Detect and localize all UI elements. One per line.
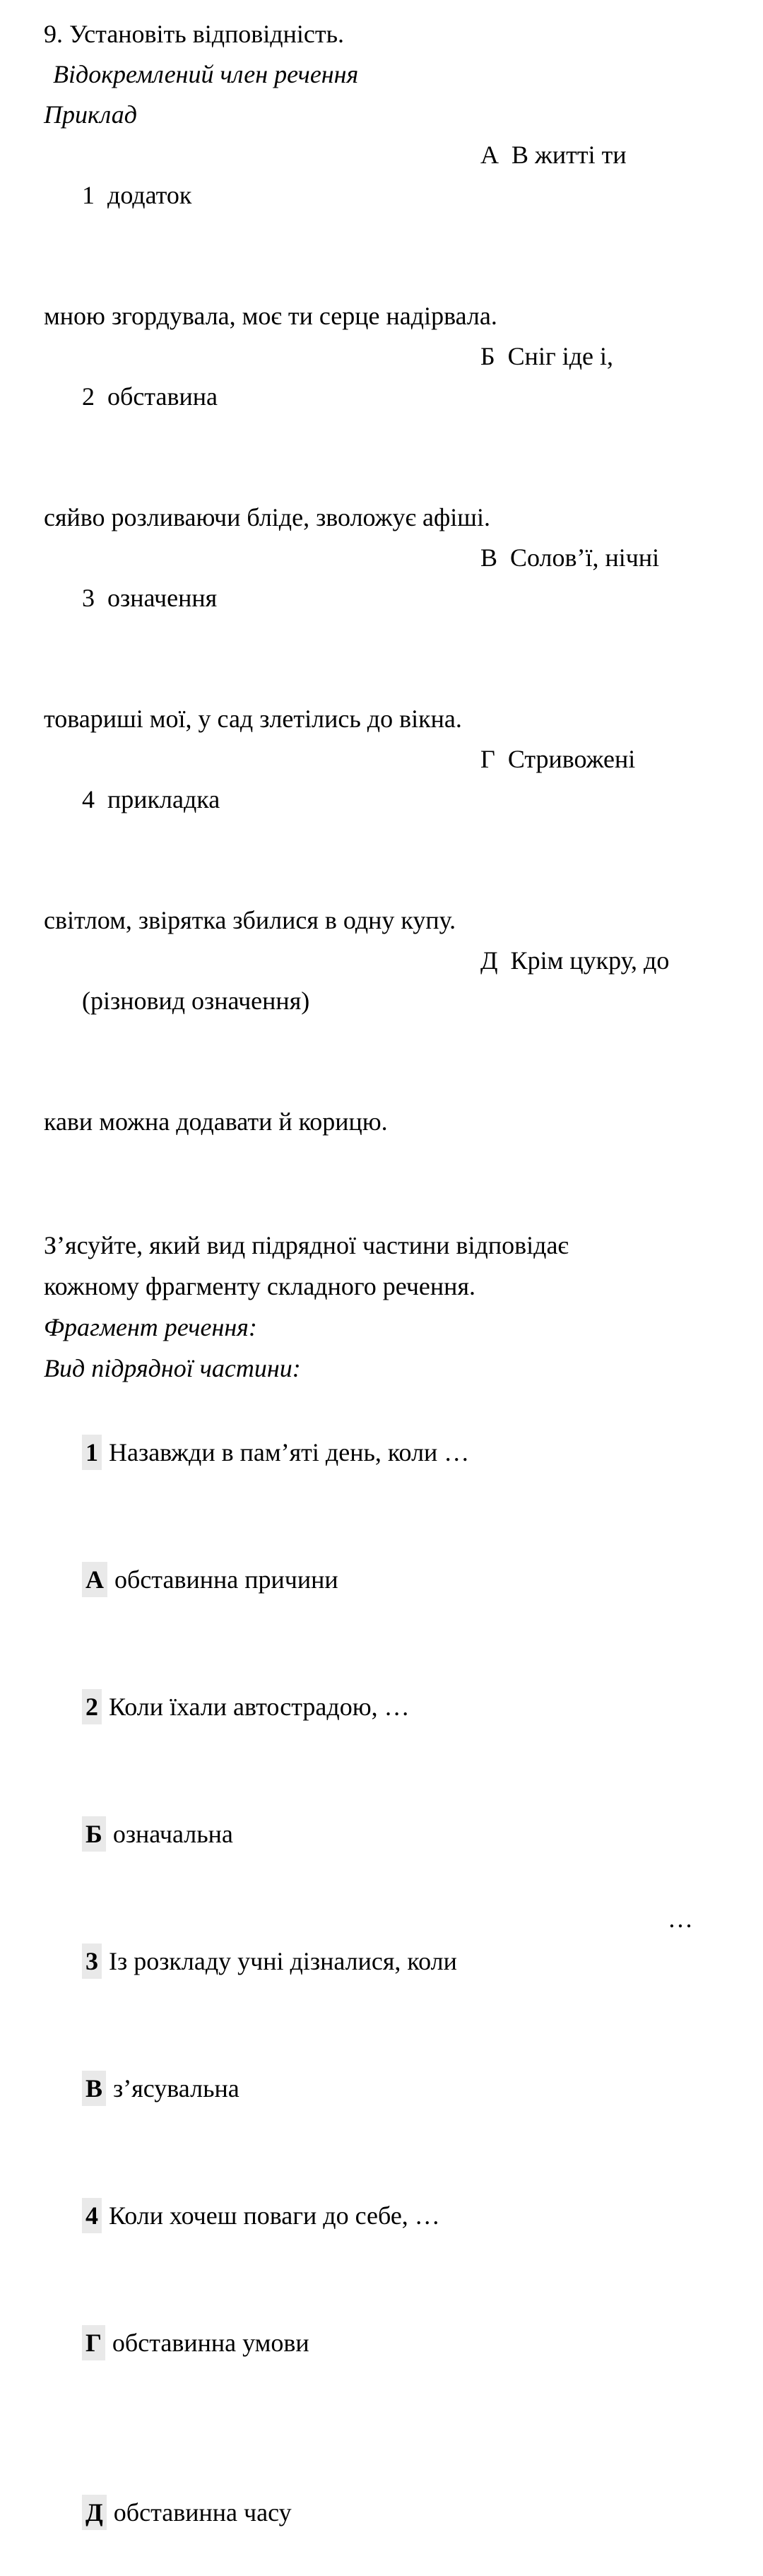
- item-text: Коли їхали автострадою, …: [109, 1693, 410, 1721]
- item-key: Д: [82, 2495, 107, 2530]
- match-right-example: Г Стривожені: [480, 745, 636, 773]
- item-ellipsis: …: [668, 1905, 693, 1933]
- match-continuation: сяйво розливаючи бліде, зволожує афіші.: [44, 503, 491, 531]
- item-text: Із розкладу учні дізналися, коли: [109, 1947, 457, 1975]
- item-text: означальна: [112, 1820, 233, 1848]
- item-text: Назавжди в пам’яті день, коли …: [109, 1438, 470, 1466]
- list-item-1: [44, 1389, 735, 1516]
- match-right-example: Д Крім цукру, до: [480, 946, 670, 975]
- match-right-heading: Приклад: [44, 100, 137, 129]
- item-text: обставинна причини: [114, 1565, 338, 1594]
- task-title: 9. Установіть відповідність.: [44, 20, 345, 48]
- item-text: з’ясувальна: [113, 2074, 239, 2102]
- list-item-d: [44, 2449, 735, 2576]
- item-key: 3: [82, 1943, 102, 1979]
- task-intro-line-1: З’ясуйте, який вид підрядної частини відповідає: [44, 1231, 569, 1259]
- match-left-term: 2 обставина: [82, 382, 218, 411]
- list-item-g: [44, 2279, 735, 2406]
- item-key: Г: [82, 2325, 105, 2360]
- match-row-4: [44, 739, 735, 900]
- match-right-example: А В житті ти: [480, 141, 627, 169]
- match-row-2: [44, 336, 735, 498]
- list-item-a: [44, 1516, 735, 1643]
- item-text: обставинна умови: [112, 2329, 309, 2357]
- match-left-term: 4 прикладка: [82, 785, 220, 813]
- match-row-5: [44, 941, 735, 1102]
- item-key: В: [82, 2071, 106, 2106]
- item-text: обставинна часу: [113, 2498, 292, 2527]
- match-left-heading: Відокремлений член речення: [53, 60, 359, 88]
- item-key: 1: [82, 1435, 102, 1470]
- item-key: Б: [82, 1816, 106, 1852]
- list-item-2: [44, 1643, 735, 1770]
- match-continuation: мною згордувала, моє ти серце надірвала.: [44, 302, 497, 330]
- item-text: Коли хочеш поваги до себе, …: [109, 2201, 440, 2230]
- task-9-matching: [44, 14, 735, 1142]
- clause-type-label: Вид підрядної частини:: [44, 1354, 301, 1382]
- match-right-example: Б Сніг іде і,: [480, 342, 614, 370]
- match-left-term: 1 додаток: [82, 181, 192, 209]
- match-row-3: [44, 538, 735, 699]
- item-key: А: [82, 1562, 107, 1597]
- task-subordinate-clauses: [44, 1225, 735, 2576]
- list-item-3: [44, 1898, 735, 2025]
- list-item-b: [44, 1770, 735, 1898]
- fragment-label: Фрагмент речення:: [44, 1313, 257, 1341]
- item-key: 2: [82, 1689, 102, 1724]
- match-left-term: (різновид означення): [82, 987, 310, 1015]
- match-left-term: 3 означення: [82, 584, 218, 612]
- match-right-example: В Солов’ї, нічні: [480, 543, 660, 572]
- match-continuation: світлом, звірятка збилися в одну купу.: [44, 906, 456, 934]
- task-intro-line-2: кожному фрагменту складного речення.: [44, 1272, 475, 1300]
- match-continuation: кави можна додавати й корицю.: [44, 1107, 388, 1136]
- list-item-4: [44, 2152, 735, 2279]
- match-continuation: товариші мої, у сад злетілись до вікна.: [44, 705, 462, 733]
- match-row-1: [44, 135, 735, 296]
- list-item-v: [44, 2025, 735, 2152]
- item-key: 4: [82, 2198, 102, 2233]
